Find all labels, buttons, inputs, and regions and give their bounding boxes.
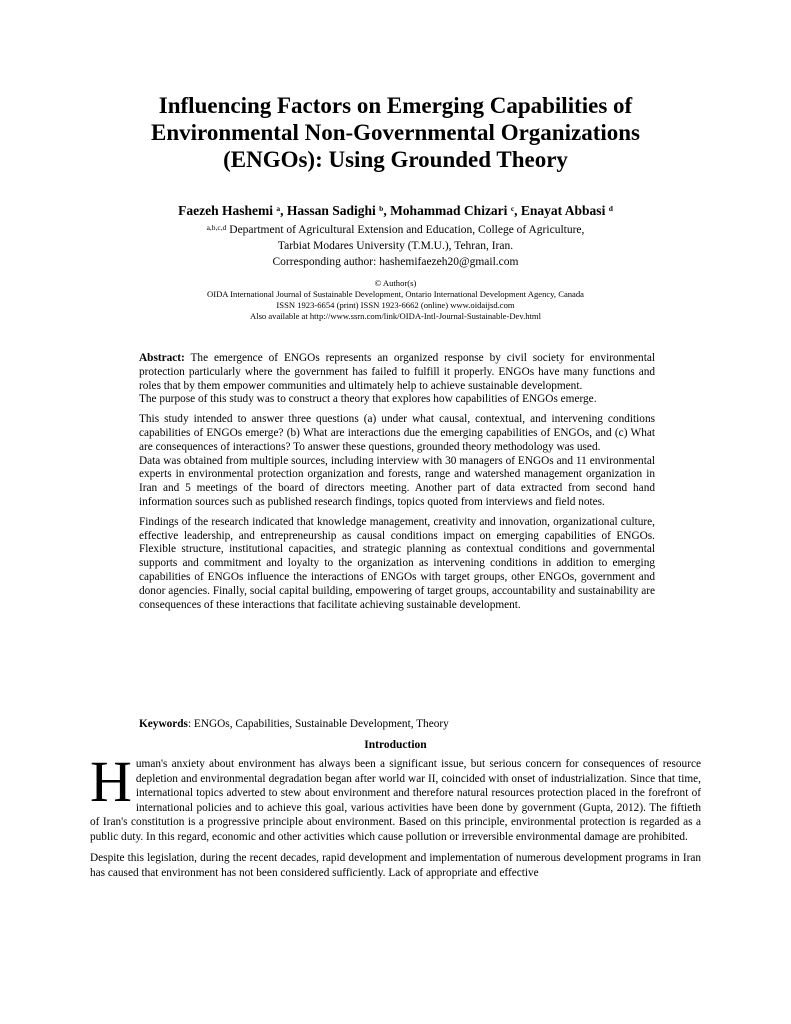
abstract-paragraph: Data was obtained from multiple sources, including interview with 30 managers of ENGOs and 11 environmental experts in environmental protection organization and forests, range and watershed management organization in Iran and 5 meetings of the board of directors meeting. Another part of data extracted from second hand information sources such as published research findings, topics quoted from interviews and field notes. bbox=[139, 454, 655, 508]
body-paragraph: Despite this legislation, during the recent decades, rapid development and implementation of numerous development programs in Iran has caused that environment has not been considered sufficiently. Lack of appropriate and effective bbox=[90, 852, 701, 879]
title-line: (ENGOs): Using Grounded Theory bbox=[223, 147, 568, 172]
author-sup: a bbox=[276, 204, 281, 213]
abstract-paragraph: Findings of the research indicated that knowledge management, creativity and innovation, organizational culture, effective leadership, and entrepreneurship as causal conditions impact on emerging capabilities of ENGOs. Flexible structure, institutional capacities, and strategic planning as contextual conditions and governmental supports and commitment and loyalty to the organization as intervening conditions in addition to emerging capabilities of ENGOs influence the interactions of ENGOs with target groups, other ENGOs, government and donor agencies. Finally, social capital building, empowering of target groups, accountability and sustainability are consequences of these interactions that facilitate achieving sustainable development. bbox=[139, 515, 655, 611]
issn: ISSN 1923-6654 (print) ISSN 1923-6662 (online) www.oidaijsd.com bbox=[276, 300, 515, 310]
affiliation-sup: a,b,c,d bbox=[206, 223, 227, 232]
abstract bbox=[139, 352, 655, 618]
keywords bbox=[139, 717, 655, 731]
keywords-text: : ENGOs, Capabilities, Sustainable Development, Theory bbox=[187, 718, 449, 730]
abstract-paragraph: The emergence of ENGOs represents an organized response by civil society for environmental protection particularly where the government has failed to fulfill it properly. ENGOs have many functions and roles that by them empower communities and ultimately help to achieve sustainable development. bbox=[139, 352, 656, 392]
author-sup: c bbox=[510, 204, 515, 213]
abstract-paragraph: This study intended to answer three questions (a) under what causal, contextual, and intervening conditions capabilities of ENGOs emerge? (b) What are interactions due the emerging capabilities of ENGOs, and (c) What are consequences of interactions? To answer these questions, grounded theory methodology was used. bbox=[139, 413, 655, 453]
abstract-label: Abstract: bbox=[139, 352, 185, 364]
author-sup: b bbox=[379, 204, 384, 213]
introduction-body bbox=[90, 749, 701, 887]
drop-cap: H bbox=[90, 749, 132, 814]
affiliation-line: Tarbiat Modares University (T.M.U.), Tehran, Iran. bbox=[277, 240, 514, 252]
author-name: Mohammad Chizari bbox=[390, 203, 508, 218]
title-line: Influencing Factors on Emerging Capabilities of bbox=[158, 93, 633, 118]
paper-title bbox=[90, 92, 701, 173]
journal-name: OIDA International Journal of Sustainable Development, Ontario International Development Agency, Canada bbox=[207, 289, 584, 299]
author-name: Faezeh Hashemi bbox=[178, 203, 273, 218]
title-line: Environmental Non-Governmental Organizations bbox=[151, 120, 640, 145]
corresponding-author: Corresponding author: hashemifaezeh20@gmail.com bbox=[272, 256, 519, 268]
abstract-paragraph: The purpose of this study was to construct a theory that explores how capabilities of ENGOs emerge. bbox=[139, 393, 597, 406]
author-sup: d bbox=[608, 204, 613, 213]
availability-link: Also available at http://www.ssrn.com/link/OIDA-Intl-Journal-Sustainable-Dev.html bbox=[249, 311, 542, 321]
author-name: Hassan Sadighi bbox=[286, 203, 376, 218]
section-heading-introduction: Introduction bbox=[364, 739, 427, 751]
affiliation bbox=[90, 222, 701, 270]
author-list: Faezeh Hashemi $^a$, Hassan Sadighi $^b$, Mohammad Chizari $^c$, Enayat Abbasi $^d$ bbox=[178, 203, 613, 218]
journal-info bbox=[60, 278, 731, 322]
keywords-label: Keywords bbox=[139, 718, 188, 730]
affiliation-line: Department of Agricultural Extension and Education, College of Agriculture, bbox=[229, 224, 585, 236]
copyright: © Author(s) bbox=[374, 278, 417, 288]
body-paragraph: uman's anxiety about environment has always been a significant issue, but serious concern for consequences of resource depletion and environmental degradation began after world war II, coincided with onset of industrialization. Since that time, international topics adverted to stew about environment and therefore natural resources protection placed in the forefront of international policies and to achieve this goal, various activities have been done by government (Gupta, 2012). The fiftieth of Iran's constitution is a progressive principle about environment. Based on this principle, environmental protection is regarded as a public duty. In this regard, economic and other activities which cause pollution or irreversible environmental damage are prohibited. bbox=[90, 758, 701, 843]
author-name: Enayat Abbasi bbox=[520, 203, 606, 218]
